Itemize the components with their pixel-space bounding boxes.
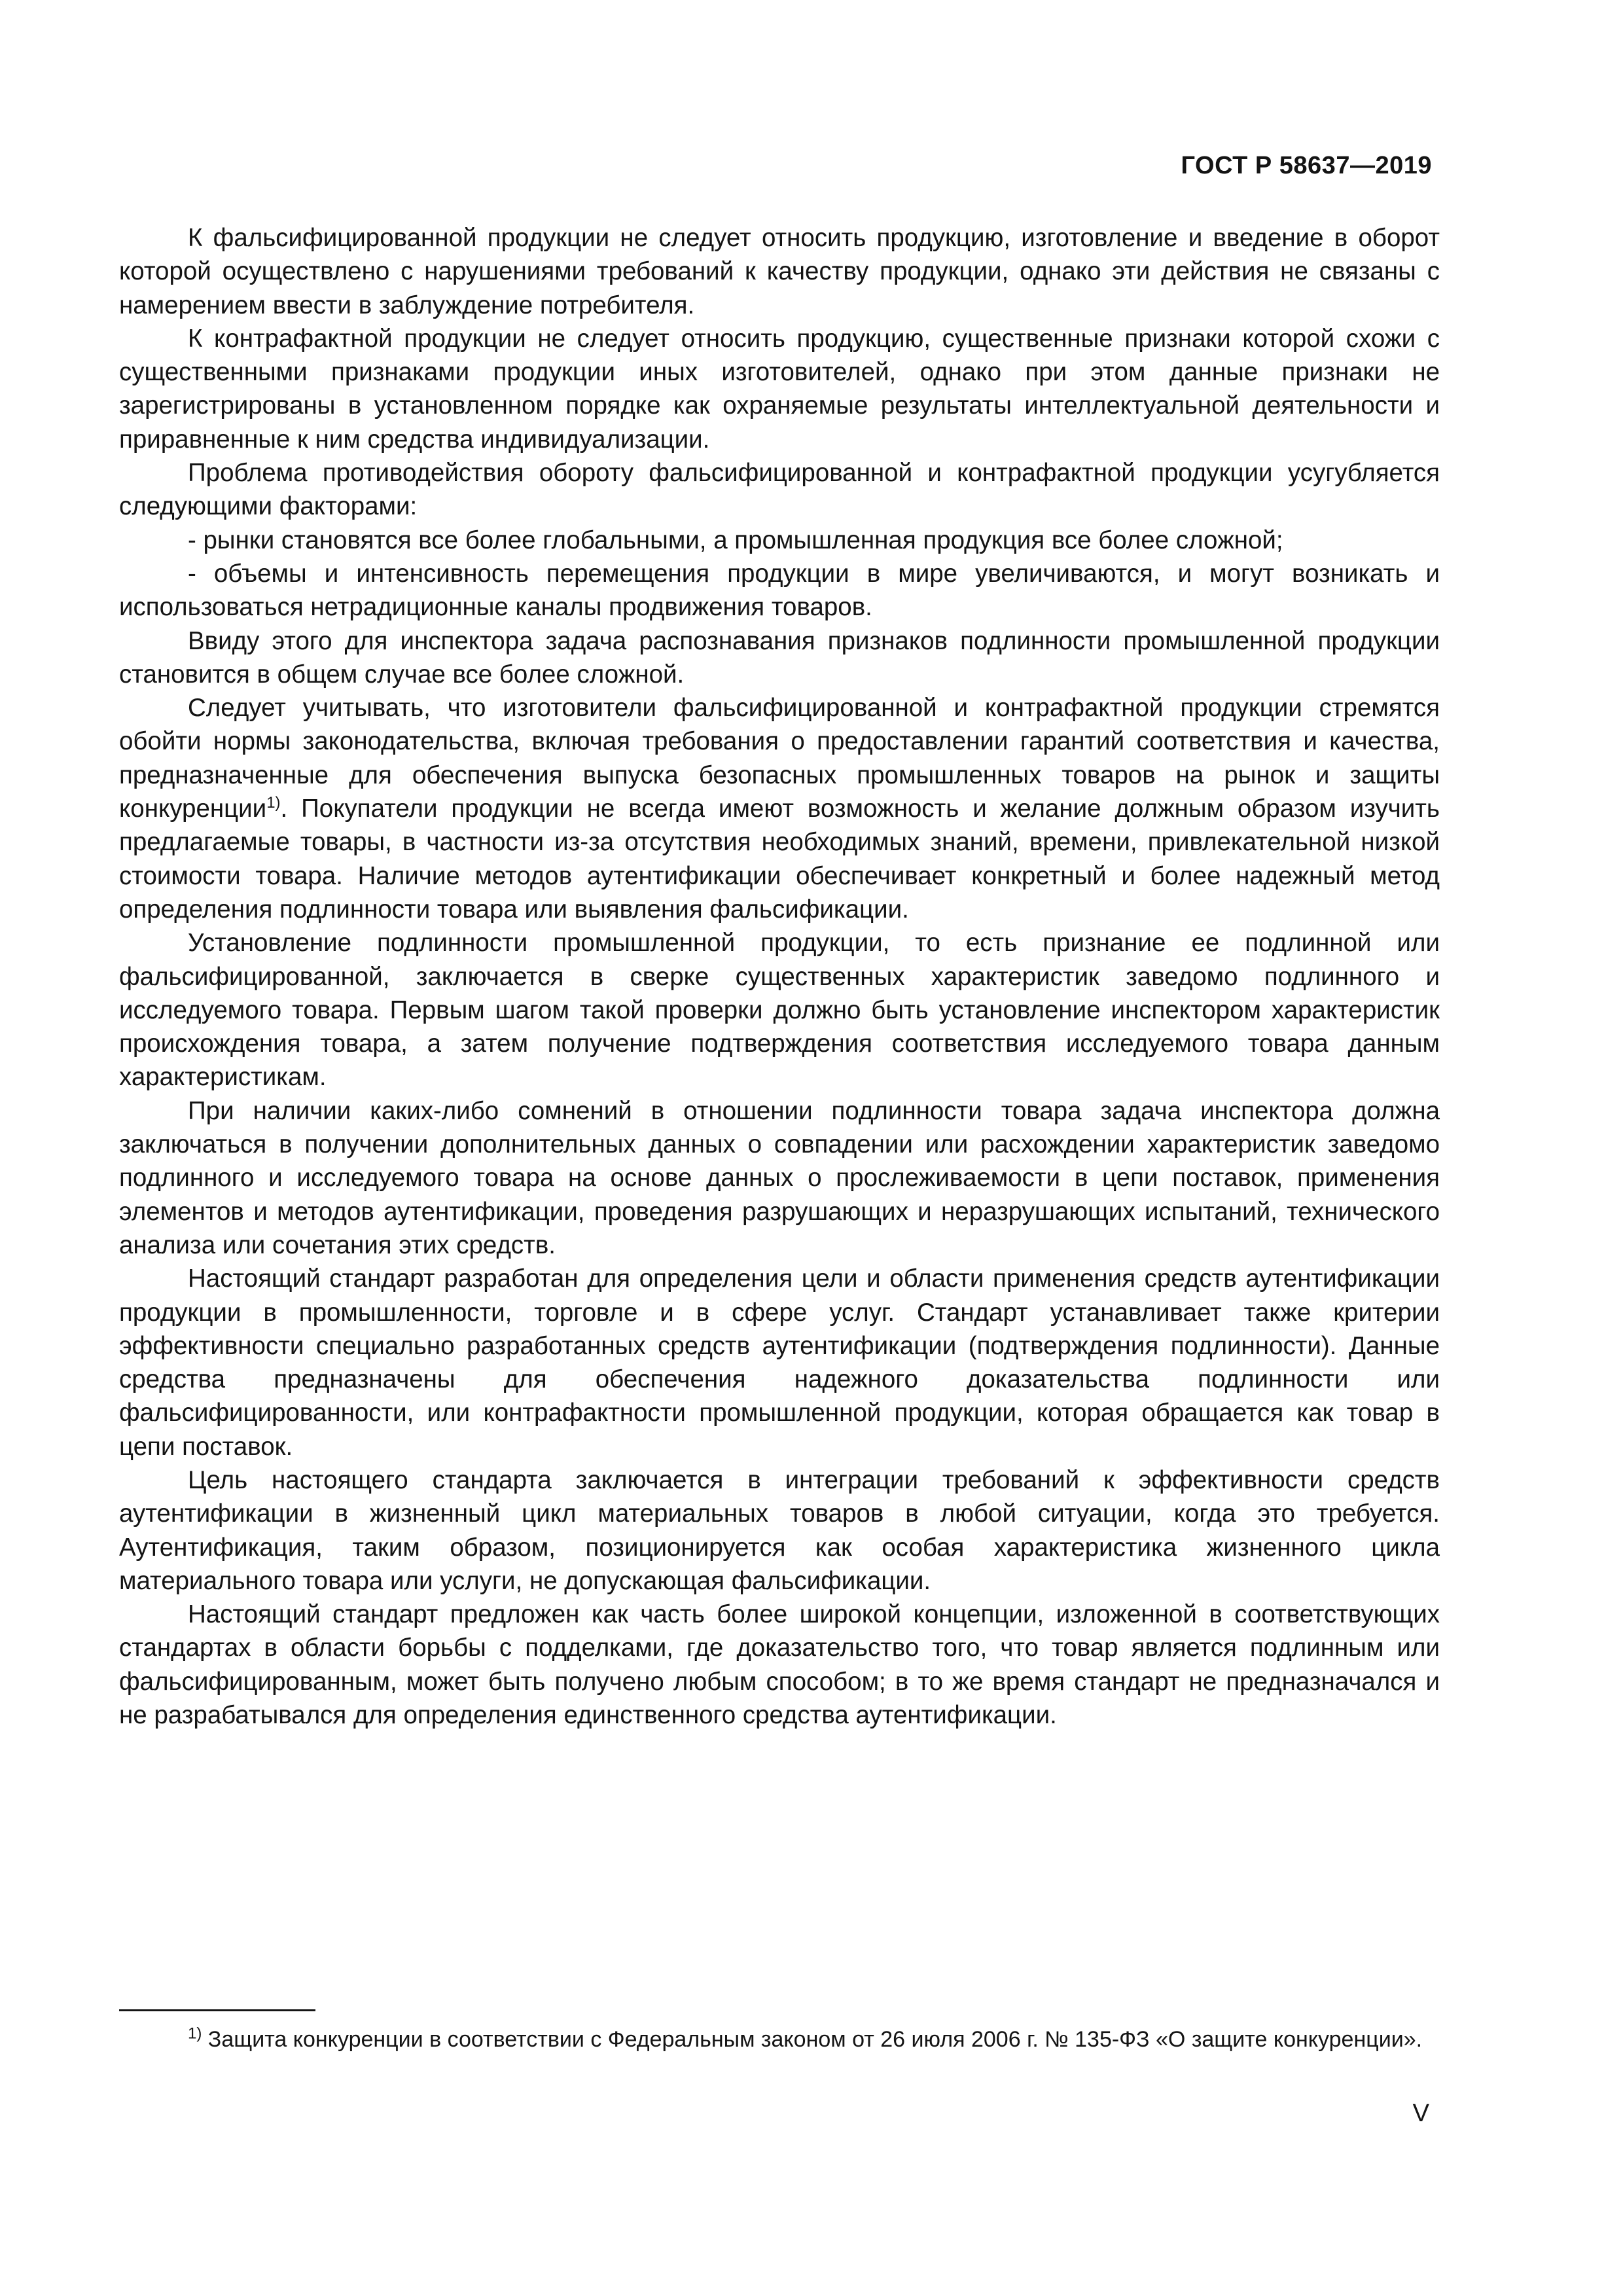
list-item: - рынки становятся все более глобальными, а промышленная продукция все более сложной; bbox=[188, 526, 1283, 554]
list-item: - объемы и интенсивность перемещения продукции в мире увеличиваются, и могут возникать и использоваться нетрадиционные каналы продвижения товаров. bbox=[119, 559, 1440, 622]
paragraph: Настоящий стандарт предложен как часть более широкой концепции, изложенной в соответствующих стандартах в области борьбы с подделками, где доказательство того, что товар является подлинным или фальсифицированным, может быть получено любым способом; в то же время стандарт не предназначался и не разрабатывался для определения единственного средства аутентификации. bbox=[119, 1600, 1440, 1730]
paragraph: К фальсифицированной продукции не следует относить продукцию, изготовление и введение в оборот которой осуществлено с нарушениями требований к качеству продукции, однако эти действия не связаны с намерением ввести в заблуждение потребителя. bbox=[119, 224, 1440, 319]
paragraph: Цель настоящего стандарта заключается в интеграции требований к эффективности средств аутентификации в жизненный цикл материальных товаров в любой ситуации, когда это требуется. Аутентификация, таким образом, позиционируется как особая характеристика жизненного цикла материального товара или услуги, не допускающая фальсификации. bbox=[119, 1465, 1440, 1595]
footnote-reference[interactable]: 1) bbox=[266, 794, 281, 812]
footnote-marker: 1) bbox=[188, 2024, 202, 2043]
paragraph-with-footnote bbox=[119, 691, 1440, 926]
paragraph: При наличии каких-либо сомнений в отношении подлинности товара задача инспектора должна заключаться в получении дополнительных данных о совпадении или расхождении характеристик заведомо подлинного и исследуемого товара на основе данных о прослеживаемости в цепи поставок, применения элементов и методов аутентификации, проведения разрушающих и неразрушающих испытаний, технического анализа или сочетания этих средств. bbox=[119, 1096, 1440, 1259]
paragraph: К контрафактной продукции не следует относить продукцию, существенные признаки которой схожи с существенными признаками продукции иных изготовителей, однако при этом данные признаки не зарегистрированы в установленном порядке как охраняемые результаты интеллектуальной деятельности и приравненные к ним средства индивидуализации. bbox=[119, 324, 1440, 454]
main-text bbox=[119, 221, 1440, 1732]
document-id-header: ГОСТ Р 58637—2019 bbox=[1181, 152, 1432, 179]
paragraph: Ввиду этого для инспектора задача распознавания признаков подлинности промышленной продукции становится в общем случае все более сложной. bbox=[119, 626, 1440, 689]
page-number: V bbox=[1412, 2100, 1429, 2127]
paragraph-text: Следует учитывать, что изготовители фальсифицированной и контрафактной продукции стремятся обойти нормы законодательства, включая требования о предоставлении гарантий соответствия и качества, предназначенные для обеспечения выпуска безопасных промышленных товаров на рынок и защиты конкуренции bbox=[119, 694, 1440, 823]
footnote-text: Защита конкуренции в соответствии с Федеральным законом от 26 июля 2006 г. № 135-ФЗ «О защите конкуренции». bbox=[202, 2027, 1423, 2052]
footnote-separator bbox=[119, 2009, 315, 2011]
footnote bbox=[119, 2024, 1440, 2055]
paragraph: Проблема противодействия обороту фальсифицированной и контрафактной продукции усугубляется следующими факторами: bbox=[119, 459, 1440, 521]
paragraph-text: . Покупатели продукции не всегда имеют возможность и желание должным образом изучить предлагаемые товары, в частности из-за отсутствия необходимых знаний, времени, привлекательной низкой стоимости товара. Наличие методов аутентификации обеспечивает конкретный и более надежный метод определения подлинности товара или выявления фальсификации. bbox=[119, 795, 1440, 924]
paragraph: Настоящий стандарт разработан для определения цели и области применения средств аутентификации продукции в промышленности, торговле и в сфере услуг. Стандарт устанавливает также критерии эффективности специально разработанных средств аутентификации (подтверждения подлинности). Данные средства предназначены для обеспечения надежного доказательства подлинности или фальсифицированности, или контрафактности промышленной продукции, которая обращается как товар в цепи поставок. bbox=[119, 1265, 1440, 1461]
paragraph: Установление подлинности промышленной продукции, то есть признание ее подлинной или фальсифицированной, заключается в сверке существенных характеристик заведомо подлинного и исследуемого товара. Первым шагом такой проверки должно быть установление инспектором характеристик происхождения товара, а затем получение подтверждения соответствия исследуемого товара данным характеристикам. bbox=[119, 929, 1440, 1092]
footnote-body bbox=[119, 2024, 1440, 2055]
